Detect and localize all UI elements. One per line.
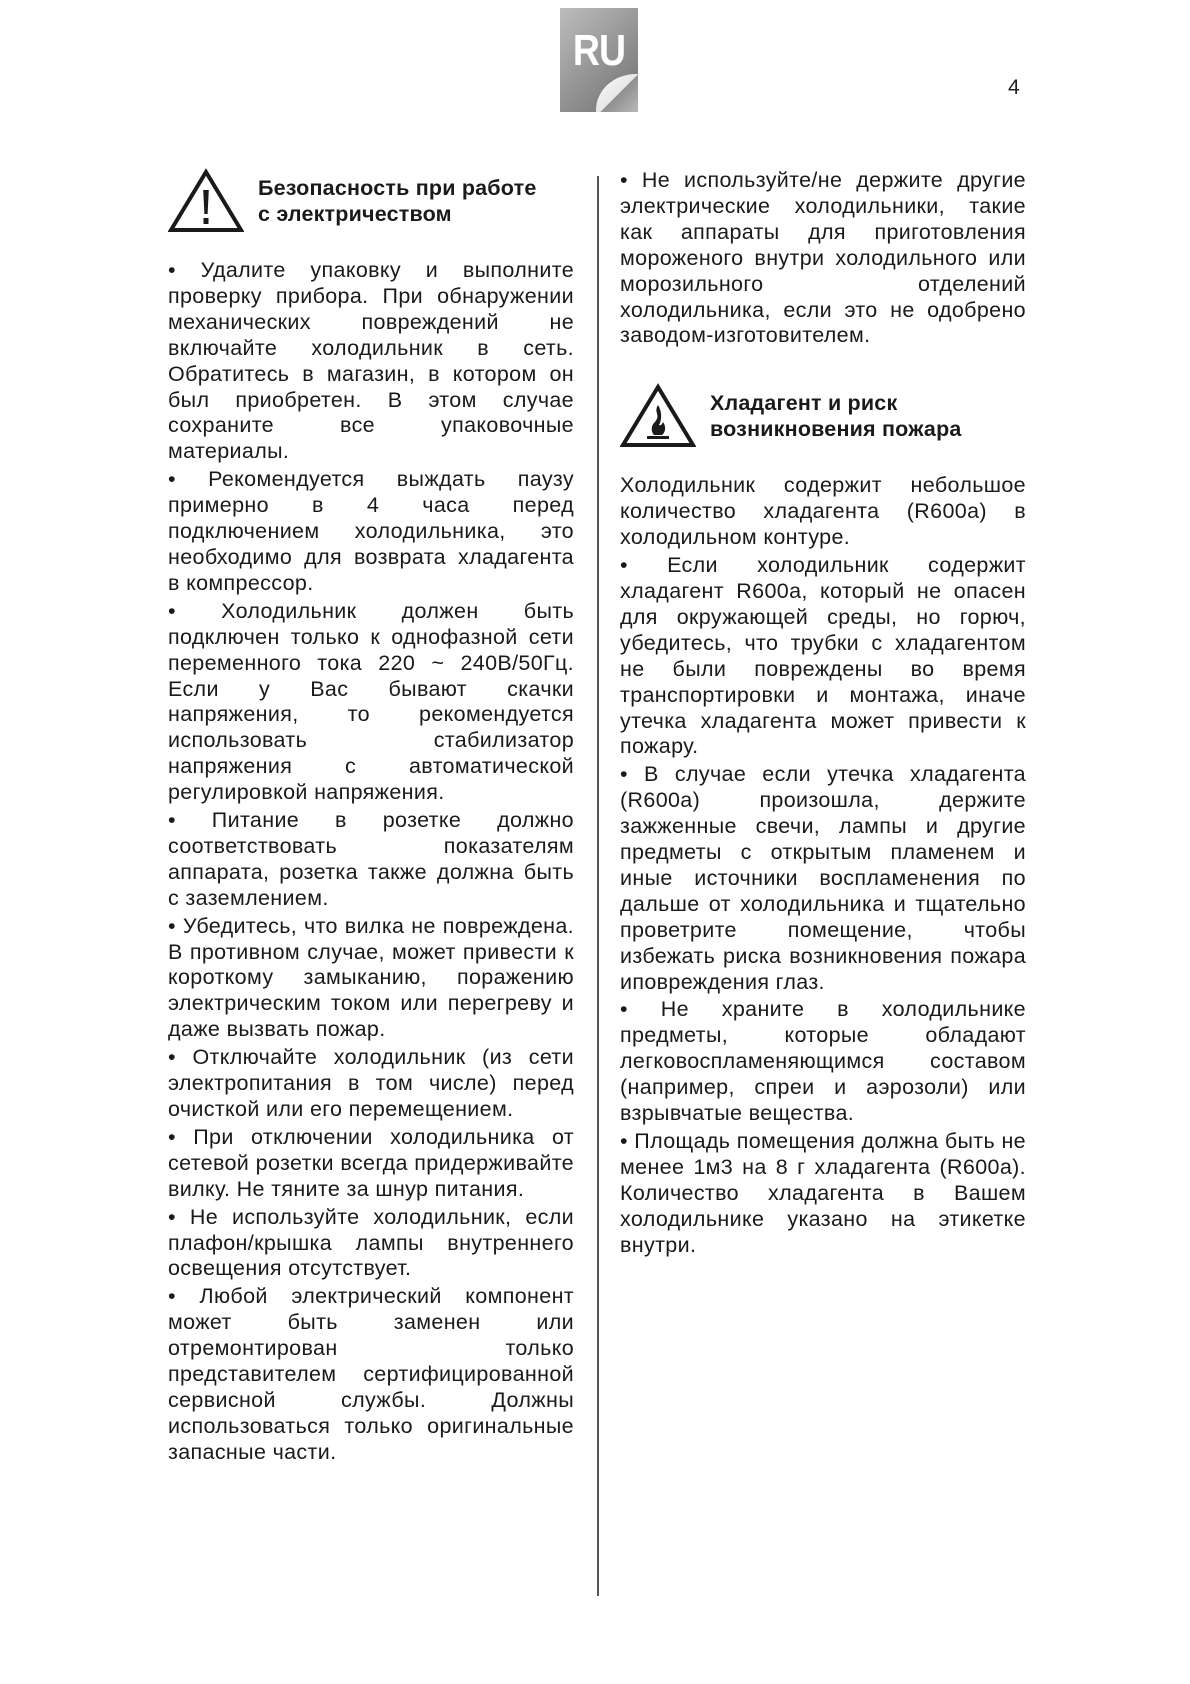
paragraph: • Площадь помещения должна быть не менее 1м3 на 8 г хладагента (R600a). Количество хладагента в Вашем холодильнике указано на этикетке внутри. — [620, 1129, 1026, 1257]
section-title-line: Хладагент и риск — [710, 391, 898, 416]
section-title-line: возникновения пожара — [710, 417, 962, 442]
refrigerant-fire-heading — [620, 383, 1026, 449]
left-column — [168, 168, 574, 1468]
flammable-warning-icon — [620, 383, 696, 449]
section-title-line: Безопасность при работе — [258, 176, 537, 200]
section-title — [710, 390, 962, 442]
section-title — [258, 175, 536, 227]
page-curl-decoration — [596, 74, 638, 112]
paragraph: • Не храните в холодильнике предметы, которые обладают легковоспламеняющимся составом (например, спреи и аэрозоли) или взрывчатые вещества. — [620, 997, 1026, 1126]
paragraph: • Рекомендуется выждать паузу примерно в 4 часа перед подключением холодильника, это необходимо для возврата хладагента в компрессор. — [168, 467, 574, 595]
paragraph: • В случае если утечка хладагента (R600a) произошла, держите зажженные свечи, лампы и другие предметы с открытым пламенем и иные источники воспламенения по дальше от холодильника и тщательно проветрите помещение, чтобы избежать риска возникновения пожара иповреждения глаз. — [620, 762, 1026, 994]
warning-triangle-icon — [168, 168, 244, 234]
paragraph: • При отключении холодильника от сетевой розетки всегда придерживайте вилку. Не тяните за шнур питания. — [168, 1124, 574, 1201]
paragraph: • Убедитесь, что вилка не повреждена. В противном случае, может привести к короткому замыканию, поражению электрическим током или перегреву и даже вызвать пожар. — [168, 913, 574, 1042]
page-number: 4 — [1008, 76, 1020, 99]
spacer — [620, 351, 1026, 383]
electrical-safety-heading — [168, 168, 574, 234]
paragraph: • Не используйте/не держите другие электрические холодильники, такие как аппараты для приготовления мороженого внутри холодильного или морозильного отделений холодильника, если это не одобрено заводом-изготовителем. — [620, 168, 1026, 348]
right-column — [620, 168, 1026, 1261]
paragraph: • Питание в розетке должно соответствовать показателям аппарата, розетка также должна быть с заземлением. — [168, 808, 574, 910]
paragraph: • Холодильник должен быть подключен только к однофазной сети переменного тока 220 ~ 240В/50Гц. Если у Вас бывают скачки напряжения, то рекомендуется использовать стабилизатор напряжения с автоматической регулировкой напряжения. — [168, 598, 574, 805]
paragraph: Холодильник содержит небольшое количество хладагента (R600a) в холодильном контуре. — [620, 473, 1026, 550]
section-title-line: с электричеством — [258, 202, 452, 226]
paragraph: • Не используйте холодильник, если плафон/крышка лампы внутреннего освещения отсутствует. — [168, 1204, 574, 1281]
language-badge-label: RU — [572, 26, 626, 75]
column-divider — [597, 176, 599, 1596]
paragraph: • Если холодильник содержит хладагент R600a, который не опасен для окружающей среды, но горюч, убедитесь, что трубки с хладагентом не были повреждены во время транспортировки и монтажа, иначе утечка хладагента может привести к пожару. — [620, 553, 1026, 759]
paragraph: • Любой электрический компонент может быть заменен или отремонтирован только представителем сертифицированной сервисной службы. Должны использоваться только оригинальные запасные части. — [168, 1284, 574, 1464]
paragraph: • Удалите упаковку и выполните проверку прибора. При обнаружении механических повреждений не включайте холодильник в сеть. Обратитесь в магазин, в котором он был приобретен. В этом случае сохраните все упаковочные материалы. — [168, 258, 574, 464]
language-badge — [560, 8, 638, 112]
paragraph: • Отключайте холодильник (из сети электропитания в том числе) перед очисткой или его перемещением. — [168, 1045, 574, 1121]
